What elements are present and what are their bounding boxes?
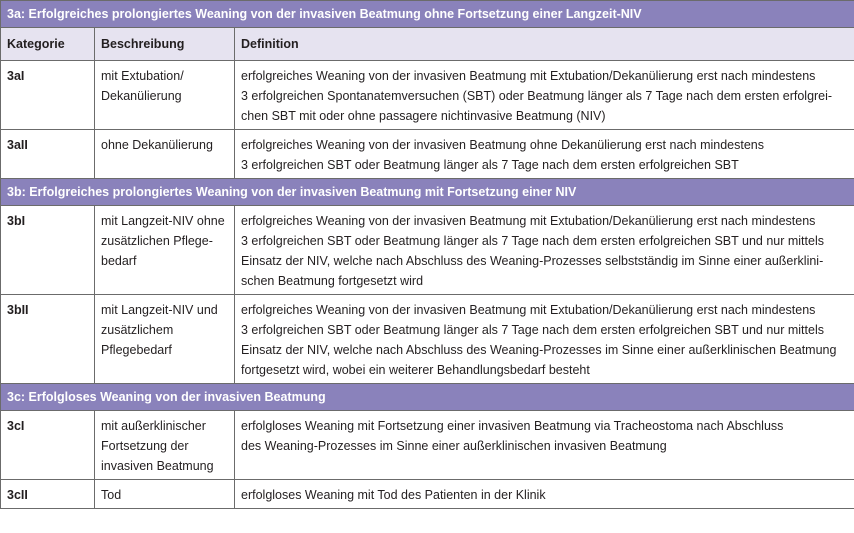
table-row (1, 130, 854, 179)
section-title: 3b: Erfolgreiches prolongiertes Weaning von der invasiven Beatmung mit Fortsetzung einer NIV (1, 179, 854, 206)
definition-line: Einsatz der NIV, welche nach Abschluss des Weaning-Prozesses im Sinne einer außerklinischen Beatmung (241, 343, 837, 357)
description-line: mit Langzeit-NIV ohne (101, 214, 225, 228)
description-cell (95, 61, 235, 130)
table-row (1, 480, 854, 509)
weaning-table-body (1, 1, 854, 509)
definition-line: des Weaning-Prozesses im Sinne einer außerklinischen invasiven Beatmung (241, 439, 667, 453)
definition-line: schen Beatmung fortgesetzt wird (241, 274, 424, 288)
description-line: Pflegebedarf (101, 343, 172, 357)
description-line: zusätzlichen Pflege- (101, 234, 213, 248)
definition-line: erfolgreiches Weaning von der invasiven Beatmung mit Extubation/Dekanülierung erst nach mindestens (241, 214, 816, 228)
column-header-row (1, 28, 854, 61)
definition-line: 3 erfolgreichen Spontanatemversuchen (SBT) oder Beatmung länger als 7 Tage nach dem ersten erfolgrei- (241, 89, 833, 103)
category-cell: 3aII (1, 130, 95, 179)
definition-cell (235, 480, 854, 509)
section-header (1, 1, 854, 28)
table-row (1, 61, 854, 130)
description-line: zusätzlichem (101, 323, 174, 337)
table-row (1, 411, 854, 480)
description-cell (95, 206, 235, 295)
section-header (1, 179, 854, 206)
definition-line: erfolgreiches Weaning von der invasiven Beatmung mit Extubation/Dekanülierung erst nach mindestens (241, 303, 816, 317)
definition-line: erfolgloses Weaning mit Tod des Patienten in der Klinik (241, 488, 546, 502)
category-cell: 3bI (1, 206, 95, 295)
description-line: Dekanülierung (101, 89, 182, 103)
description-cell (95, 480, 235, 509)
definition-cell (235, 206, 854, 295)
definition-line: 3 erfolgreichen SBT oder Beatmung länger als 7 Tage nach dem ersten erfolgreichen SBT und nur mittels (241, 323, 824, 337)
column-header-definition: Definition (235, 28, 854, 61)
table-row (1, 206, 854, 295)
description-cell (95, 130, 235, 179)
definition-line: erfolgreiches Weaning von der invasiven Beatmung ohne Dekanülierung erst nach mindestens (241, 138, 764, 152)
description-line: mit außerklinischer (101, 419, 206, 433)
description-line: invasiven Beatmung (101, 459, 214, 473)
definition-cell (235, 61, 854, 130)
definition-line: 3 erfolgreichen SBT oder Beatmung länger als 7 Tage nach dem ersten erfolgreichen SBT und nur mittels (241, 234, 824, 248)
description-cell (95, 411, 235, 480)
definition-cell (235, 295, 854, 384)
definition-line: erfolgloses Weaning mit Fortsetzung einer invasiven Beatmung via Tracheostoma nach Abschluss (241, 419, 784, 433)
description-line: bedarf (101, 254, 137, 268)
description-line: Tod (101, 488, 122, 502)
category-cell: 3cI (1, 411, 95, 480)
section-title: 3a: Erfolgreiches prolongiertes Weaning von der invasiven Beatmung ohne Fortsetzung einer Langzeit-NIV (1, 1, 854, 28)
table-row (1, 295, 854, 384)
column-header-beschreibung: Beschreibung (95, 28, 235, 61)
description-line: ohne Dekanülierung (101, 138, 213, 152)
definition-cell (235, 130, 854, 179)
description-line: Fortsetzung der (101, 439, 189, 453)
definition-line: chen SBT mit oder ohne passagere nichtinvasive Beatmung (NIV) (241, 109, 606, 123)
definition-line: erfolgreiches Weaning von der invasiven Beatmung mit Extubation/Dekanülierung erst nach mindestens (241, 69, 816, 83)
category-cell: 3bII (1, 295, 95, 384)
definition-line: 3 erfolgreichen SBT oder Beatmung länger als 7 Tage nach dem ersten erfolgreichen SBT (241, 158, 739, 172)
definition-line: Einsatz der NIV, welche nach Abschluss des Weaning-Prozesses selbstständig im Sinne einer außerklini- (241, 254, 824, 268)
section-title: 3c: Erfolgloses Weaning von der invasiven Beatmung (1, 384, 854, 411)
section-header (1, 384, 854, 411)
definition-cell (235, 411, 854, 480)
column-header-kategorie: Kategorie (1, 28, 95, 61)
category-cell: 3cII (1, 480, 95, 509)
description-line: mit Langzeit-NIV und (101, 303, 218, 317)
description-line: mit Extubation/ (101, 69, 184, 83)
description-cell (95, 295, 235, 384)
category-cell: 3aI (1, 61, 95, 130)
definition-line: fortgesetzt wird, wobei ein weiterer Behandlungsbedarf besteht (241, 363, 590, 377)
